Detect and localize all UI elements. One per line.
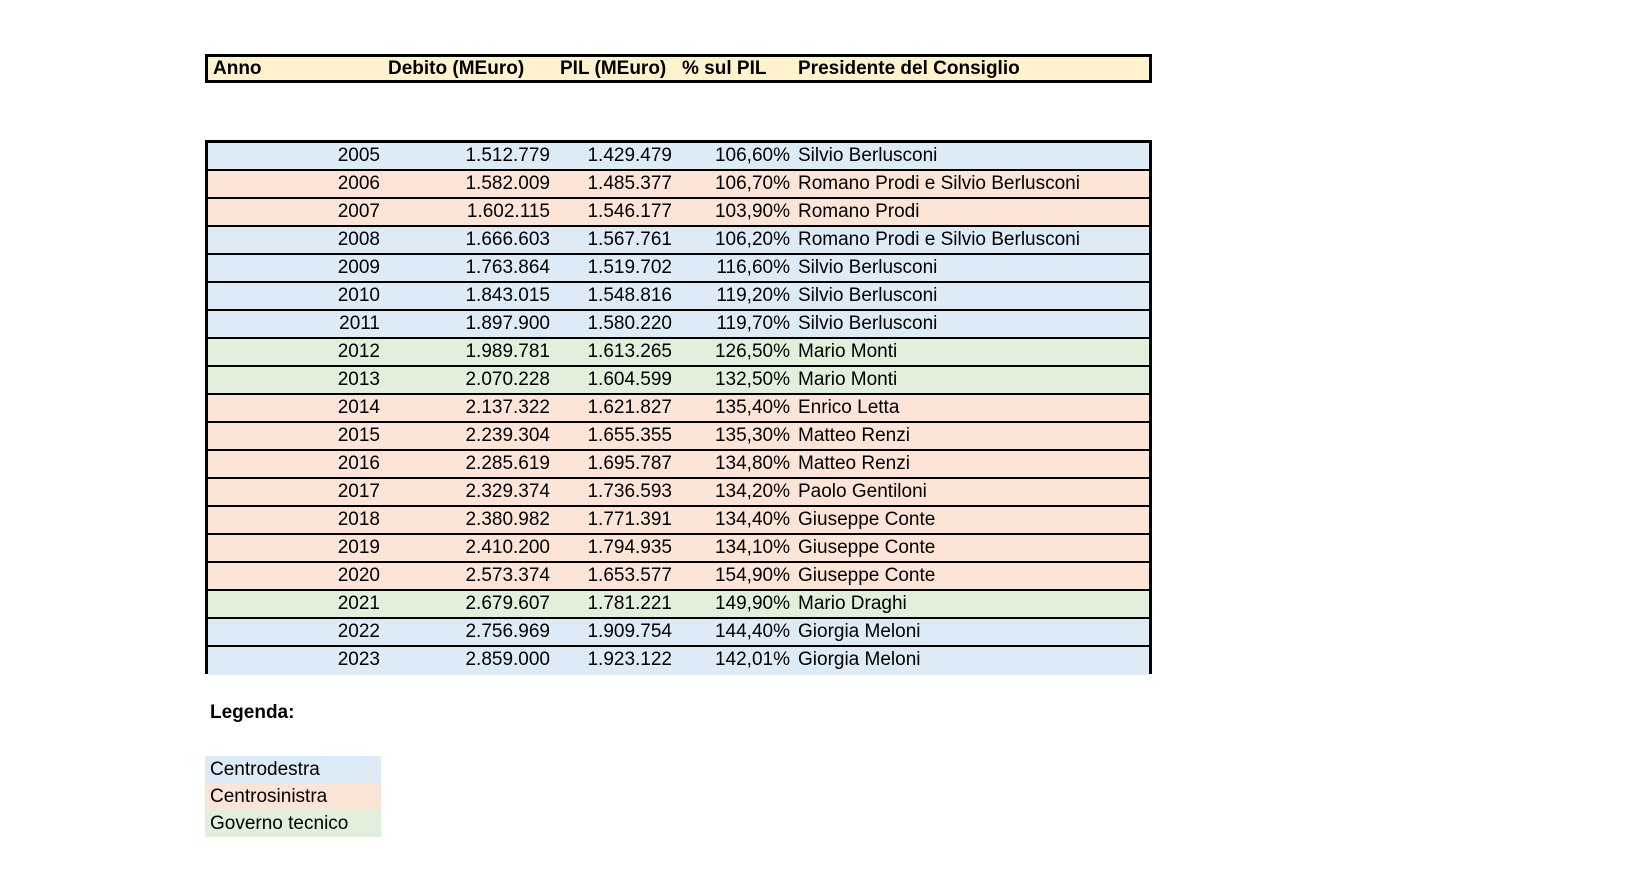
cell-presidente: Enrico Letta	[798, 397, 900, 418]
cell-pct: 106,20%	[714, 229, 790, 250]
cell-anno: 2008	[337, 229, 380, 250]
cell-pct: 134,80%	[714, 453, 790, 474]
cell-presidente: Mario Draghi	[798, 593, 907, 614]
cell-presidente: Romano Prodi e Silvio Berlusconi	[798, 173, 1080, 194]
cell-pct: 144,40%	[714, 621, 790, 642]
cell-debito: 2.859.000	[465, 649, 550, 670]
cell-debito: 1.602.115	[466, 201, 550, 222]
cell-anno: 2005	[337, 145, 380, 166]
cell-anno: 2011	[339, 313, 380, 334]
table-row	[208, 451, 1149, 479]
cell-presidente: Giorgia Meloni	[798, 649, 921, 670]
cell-pil: 1.621.827	[587, 397, 672, 418]
legend-item-centrosinistra: Centrosinistra	[205, 783, 381, 810]
cell-anno: 2021	[337, 593, 380, 614]
cell-debito: 1.666.603	[465, 229, 550, 250]
cell-pil: 1.653.577	[587, 565, 672, 586]
table-row	[208, 339, 1149, 367]
cell-pil: 1.923.122	[587, 649, 672, 670]
cell-pct: 132,50%	[714, 369, 790, 390]
cell-presidente: Paolo Gentiloni	[798, 481, 927, 502]
cell-anno: 2015	[337, 425, 380, 446]
table-row	[208, 479, 1149, 507]
cell-presidente: Giuseppe Conte	[798, 537, 936, 558]
cell-pct: 116,60%	[716, 257, 790, 278]
cell-anno: 2022	[337, 621, 380, 642]
table-row	[208, 395, 1149, 423]
cell-debito: 2.756.969	[465, 621, 550, 642]
cell-pil: 1.567.761	[587, 229, 672, 250]
cell-pct: 134,40%	[714, 509, 790, 530]
cell-pil: 1.613.265	[587, 341, 672, 362]
cell-anno: 2010	[337, 285, 380, 306]
table-row	[208, 199, 1149, 227]
table-row	[208, 255, 1149, 283]
cell-debito: 2.070.228	[465, 369, 550, 390]
cell-pct: 134,10%	[714, 537, 790, 558]
cell-debito: 1.843.015	[465, 285, 550, 306]
cell-pct: 149,90%	[714, 593, 790, 614]
cell-pil: 1.485.377	[587, 173, 672, 194]
cell-anno: 2014	[337, 397, 380, 418]
table-row	[208, 171, 1149, 199]
cell-pct: 119,20%	[716, 285, 790, 306]
cell-pct: 135,30%	[714, 425, 790, 446]
table-header	[205, 54, 1152, 83]
cell-debito: 1.897.900	[465, 313, 550, 334]
cell-anno: 2016	[337, 453, 380, 474]
legend-title: Legenda:	[210, 702, 295, 723]
cell-debito: 2.410.200	[465, 537, 550, 558]
cell-pct: 135,40%	[714, 397, 790, 418]
cell-presidente: Giorgia Meloni	[798, 621, 921, 642]
debt-table	[205, 140, 1152, 674]
cell-pil: 1.771.391	[587, 509, 672, 530]
table-row	[208, 591, 1149, 619]
header-anno: Anno	[213, 58, 262, 79]
cell-pil: 1.909.754	[587, 621, 672, 642]
header-pct: % sul PIL	[682, 58, 767, 79]
legend-item-centrodestra: Centrodestra	[205, 756, 381, 783]
table-row	[208, 227, 1149, 255]
cell-pil: 1.781.221	[587, 593, 672, 614]
cell-anno: 2009	[337, 257, 380, 278]
cell-debito: 1.512.779	[465, 145, 550, 166]
table-row	[208, 507, 1149, 535]
cell-pil: 1.794.935	[587, 537, 672, 558]
cell-anno: 2012	[337, 341, 380, 362]
cell-debito: 1.989.781	[465, 341, 550, 362]
cell-pil: 1.548.816	[587, 285, 672, 306]
cell-presidente: Matteo Renzi	[798, 425, 910, 446]
cell-pil: 1.580.220	[587, 313, 672, 334]
cell-presidente: Silvio Berlusconi	[798, 313, 938, 334]
cell-anno: 2020	[337, 565, 380, 586]
cell-pil: 1.736.593	[587, 481, 672, 502]
cell-debito: 2.679.607	[465, 593, 550, 614]
header-presidente: Presidente del Consiglio	[798, 58, 1020, 79]
table-row	[208, 647, 1149, 675]
cell-pil: 1.546.177	[587, 201, 672, 222]
table-row	[208, 619, 1149, 647]
cell-anno: 2019	[337, 537, 380, 558]
cell-presidente: Mario Monti	[798, 341, 898, 362]
cell-anno: 2007	[337, 201, 380, 222]
table-row	[208, 367, 1149, 395]
header-debito: Debito (MEuro)	[388, 58, 525, 79]
cell-pct: 134,20%	[714, 481, 790, 502]
table-row	[208, 143, 1149, 171]
cell-debito: 2.239.304	[465, 425, 550, 446]
table-row	[208, 535, 1149, 563]
cell-pil: 1.604.599	[587, 369, 672, 390]
cell-pil: 1.429.479	[587, 145, 672, 166]
cell-presidente: Romano Prodi	[798, 201, 920, 222]
cell-pct: 119,70%	[716, 313, 790, 334]
cell-pil: 1.695.787	[587, 453, 672, 474]
cell-anno: 2006	[337, 173, 380, 194]
cell-pct: 126,50%	[714, 341, 790, 362]
cell-anno: 2018	[337, 509, 380, 530]
cell-pil: 1.655.355	[587, 425, 672, 446]
cell-pil: 1.519.702	[587, 257, 672, 278]
legend-item-governo-tecnico: Governo tecnico	[205, 810, 381, 837]
cell-debito: 1.582.009	[465, 173, 550, 194]
cell-presidente: Romano Prodi e Silvio Berlusconi	[798, 229, 1080, 250]
cell-pct: 106,60%	[714, 145, 790, 166]
cell-debito: 2.380.982	[465, 509, 550, 530]
cell-presidente: Mario Monti	[798, 369, 898, 390]
cell-debito: 1.763.864	[465, 257, 550, 278]
cell-anno: 2017	[337, 481, 380, 502]
cell-presidente: Silvio Berlusconi	[798, 145, 938, 166]
cell-anno: 2023	[337, 649, 380, 670]
cell-pct: 103,90%	[714, 201, 790, 222]
cell-debito: 2.137.322	[465, 397, 550, 418]
cell-debito: 2.329.374	[465, 481, 550, 502]
cell-presidente: Silvio Berlusconi	[798, 257, 938, 278]
cell-presidente: Silvio Berlusconi	[798, 285, 938, 306]
cell-anno: 2013	[337, 369, 380, 390]
cell-presidente: Giuseppe Conte	[798, 565, 936, 586]
cell-debito: 2.285.619	[465, 453, 550, 474]
table-row	[208, 283, 1149, 311]
cell-presidente: Matteo Renzi	[798, 453, 910, 474]
table-row	[208, 563, 1149, 591]
cell-presidente: Giuseppe Conte	[798, 509, 936, 530]
table-row	[208, 311, 1149, 339]
cell-pct: 106,70%	[714, 173, 790, 194]
cell-pct: 154,90%	[714, 565, 790, 586]
header-pil: PIL (MEuro)	[560, 58, 667, 79]
table-row	[208, 423, 1149, 451]
cell-pct: 142,01%	[714, 649, 790, 670]
cell-debito: 2.573.374	[465, 565, 550, 586]
